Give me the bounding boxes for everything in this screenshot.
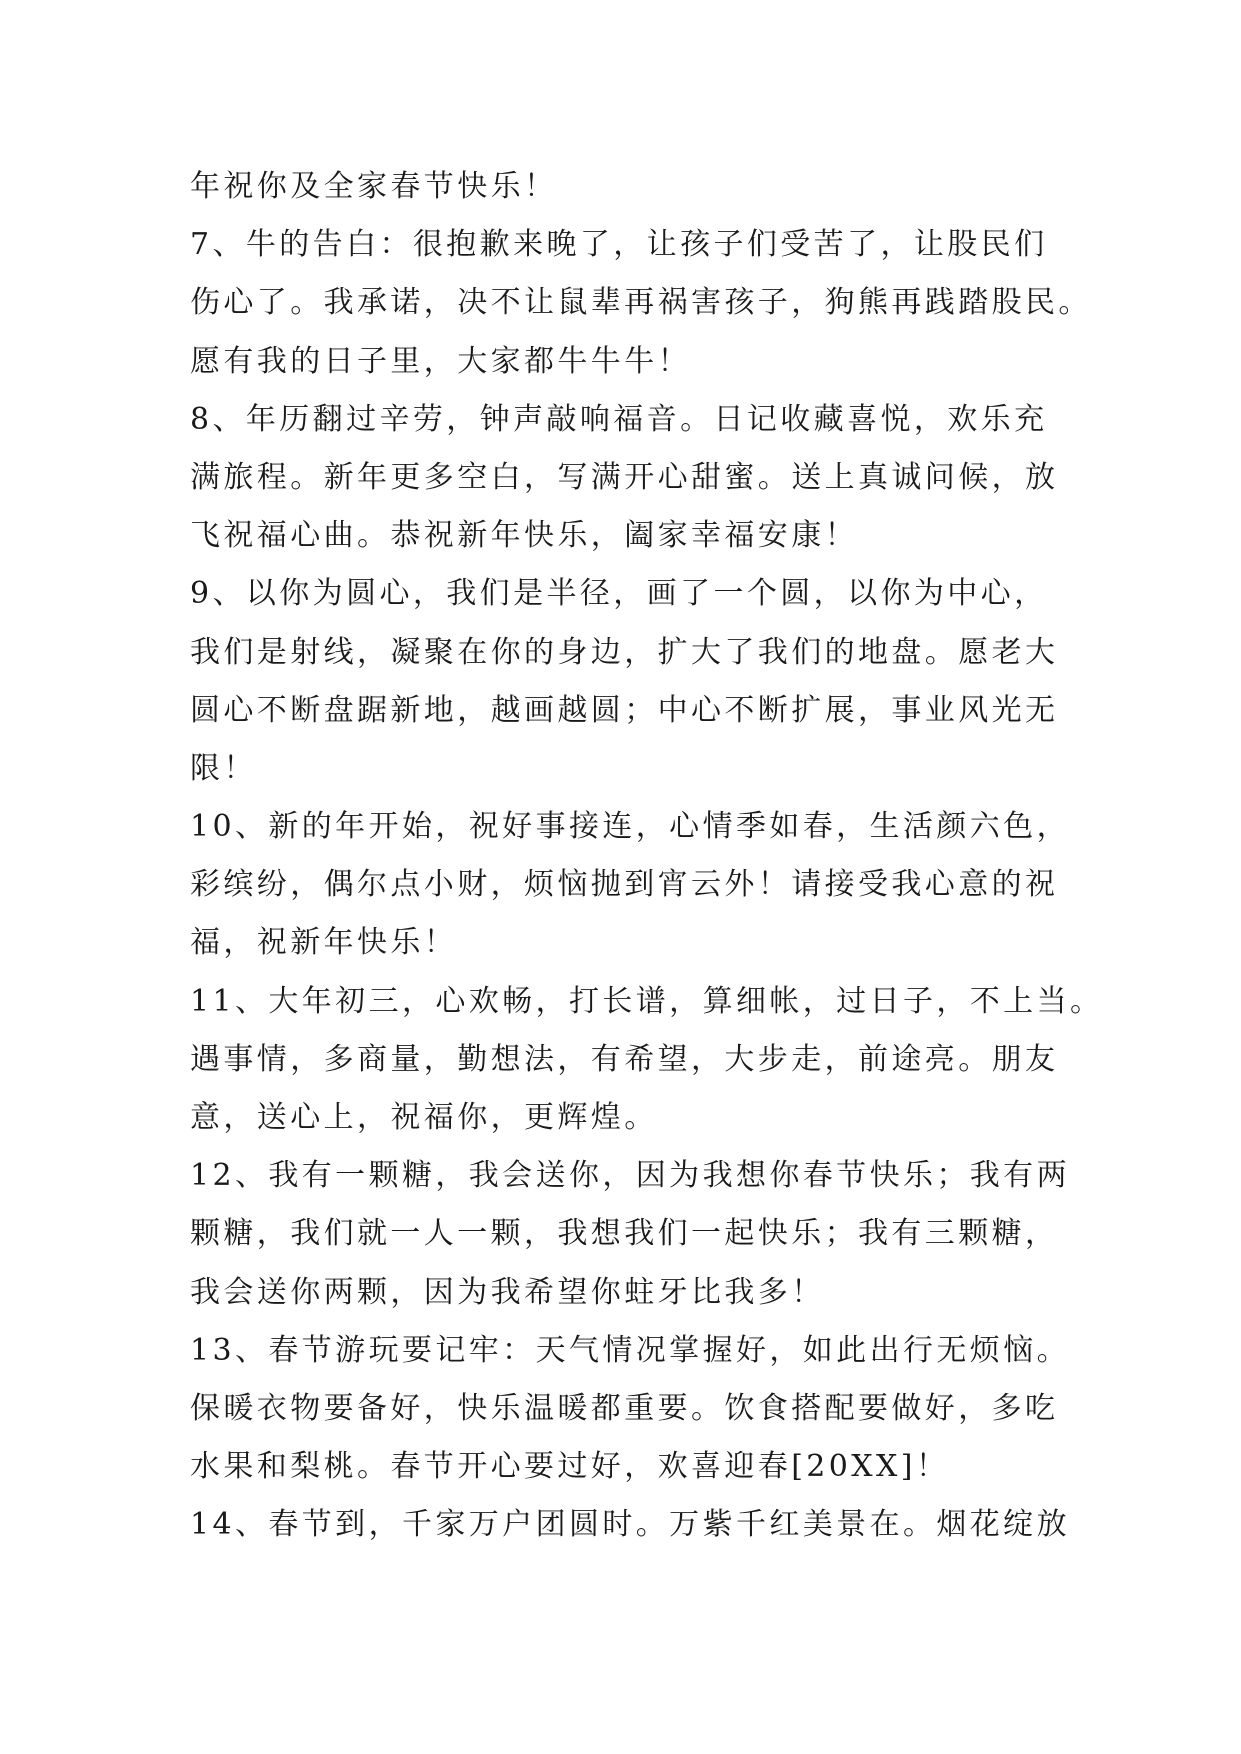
text-line: 意，送心上，祝福你，更辉煌。 bbox=[190, 1100, 658, 1135]
text-line: 伤心了。我承诺，决不让鼠辈再祸害孩子，狗熊再践踏股民。 bbox=[190, 285, 1092, 321]
document-body bbox=[190, 158, 1104, 1555]
text-line: 13、春节游玩要记牢：天气情况掌握好，如此出行无烦恼。 bbox=[190, 1332, 1070, 1368]
text-line: 保暖衣物要备好，快乐温暖都重要。饮食搭配要做好，多吃 bbox=[190, 1390, 1059, 1426]
text-line: 8、年历翻过辛劳，钟声敲响福音。日记收藏喜悦，欢乐充 bbox=[190, 401, 1048, 437]
text-line: 颗糖，我们就一人一颗，我想我们一起快乐；我有三颗糖， bbox=[190, 1216, 1059, 1252]
text-line: 12、我有一颗糖，我会送你，因为我想你春节快乐；我有两 bbox=[190, 1158, 1070, 1194]
text-line: 11、大年初三，心欢畅，打长谱，算细帐，过日子，不上当。 bbox=[190, 983, 1104, 1019]
text-line: 水果和梨桃。春节开心要过好，欢喜迎春[20XX]！ bbox=[190, 1449, 950, 1485]
text-line: 10、新的年开始，祝好事接连，心情季如春，生活颜六色， bbox=[190, 809, 1070, 845]
text-line: 限！ bbox=[190, 750, 257, 786]
text-line: 我会送你两颗，因为我希望你蛀牙比我多！ bbox=[190, 1274, 825, 1310]
text-line: 7、牛的告白：很抱歉来晚了，让孩子们受苦了，让股民们 bbox=[190, 227, 1048, 263]
text-line: 愿有我的日子里，大家都牛牛牛！ bbox=[190, 343, 691, 379]
text-line: 福，祝新年快乐！ bbox=[190, 925, 458, 961]
text-line: 年祝你及全家春节快乐！ bbox=[190, 169, 558, 204]
text-line: 飞祝福心曲。恭祝新年快乐，阖家幸福安康！ bbox=[190, 518, 858, 554]
text-line: 遇事情，多商量，勤想法，有希望，大步走，前途亮。朋友 bbox=[190, 1041, 1059, 1077]
text-line: 圆心不断盘踞新地，越画越圆；中心不断扩展，事业风光无 bbox=[190, 692, 1059, 728]
text-line: 我们是射线，凝聚在你的身边，扩大了我们的地盘。愿老大 bbox=[190, 634, 1059, 670]
text-line: 满旅程。新年更多空白，写满开心甜蜜。送上真诚问候，放 bbox=[190, 459, 1059, 495]
text-line: 彩缤纷，偶尔点小财，烦恼抛到宵云外！请接受我心意的祝 bbox=[190, 867, 1059, 903]
text-line: 9、以你为圆心，我们是半径，画了一个圆，以你为中心， bbox=[190, 576, 1048, 612]
text-line: 14、春节到，千家万户团圆时。万紫千红美景在。烟花绽放 bbox=[190, 1507, 1070, 1543]
